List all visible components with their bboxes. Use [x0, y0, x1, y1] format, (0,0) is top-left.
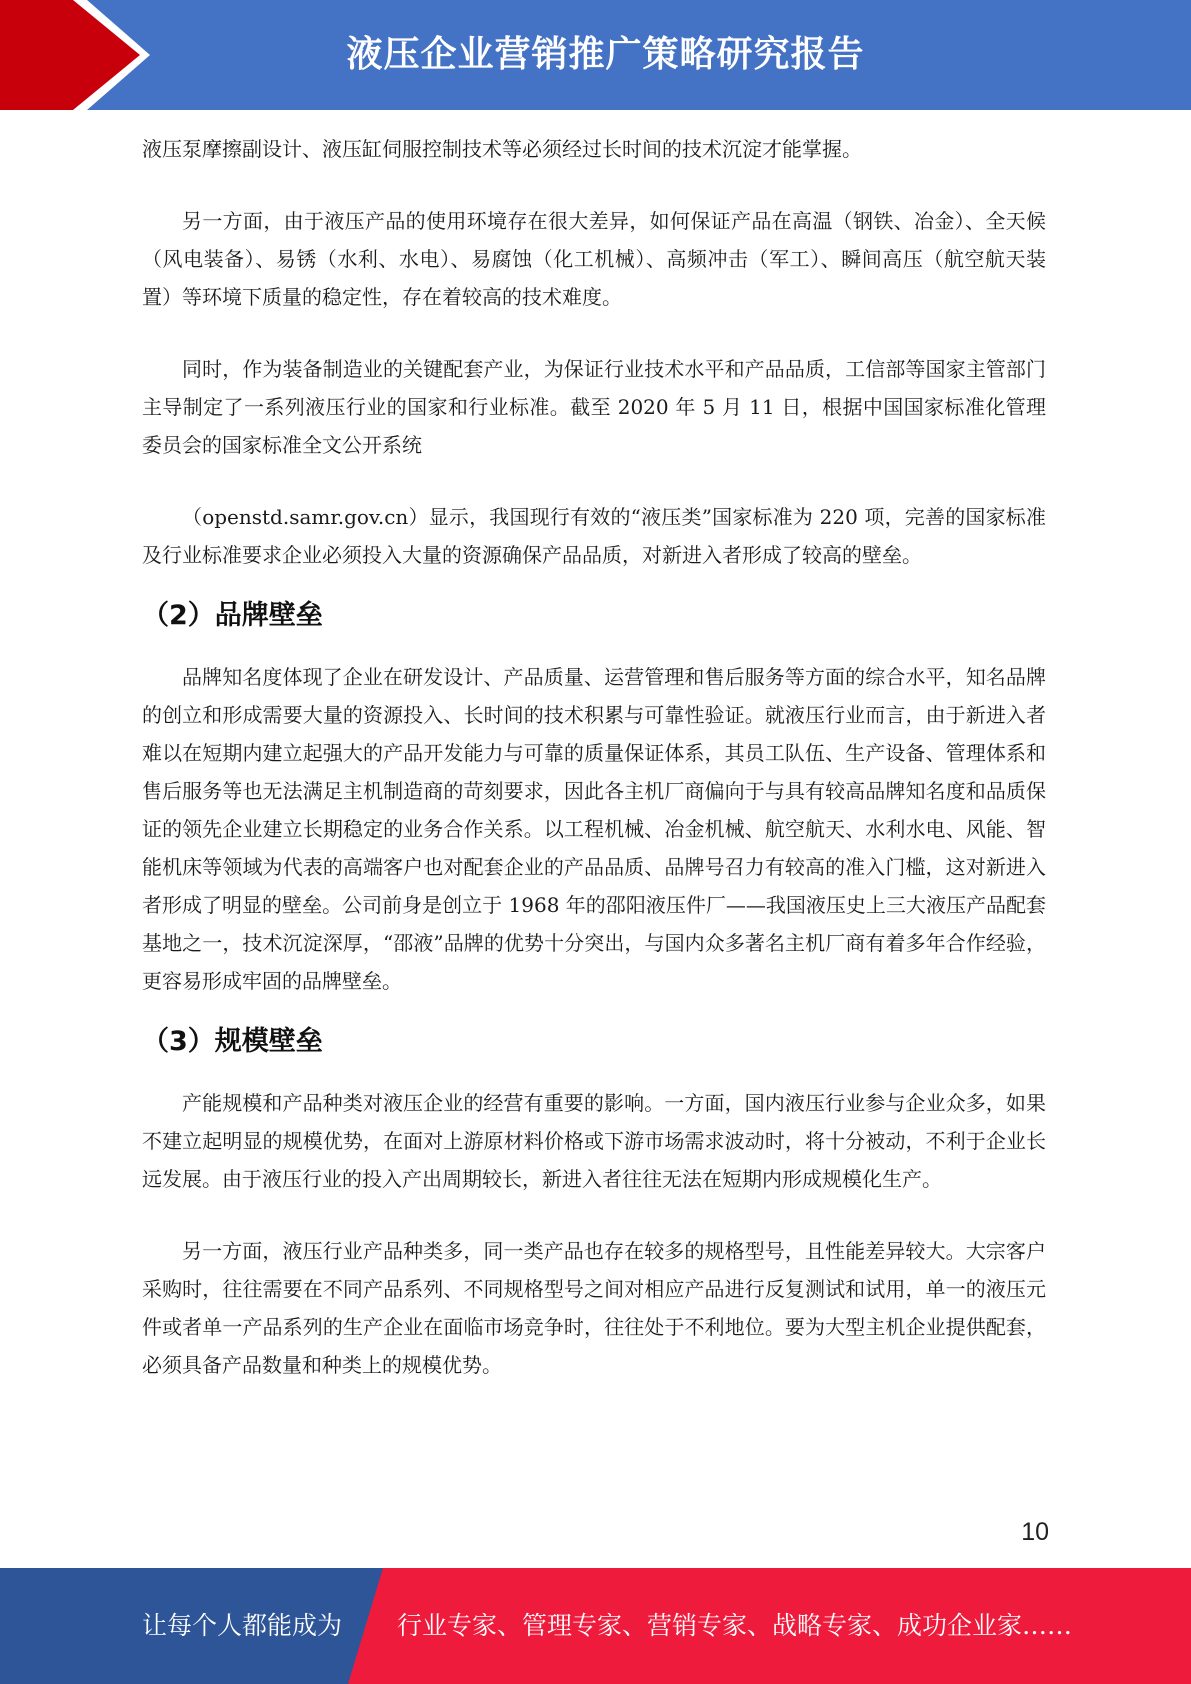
paragraph: 另一方面，由于液压产品的使用环境存在很大差异，如何保证产品在高温（钢铁、冶金）、全天候（风电装备）、易锈（水利、水电）、易腐蚀（化工机械）、高频冲击（军工）、瞬间高压（航空航天装置）等环境下质量的稳定性，存在着较高的技术难度。 — [142, 209, 1046, 309]
report-title: 液压企业营销推广策略研究报告 — [346, 34, 865, 75]
paragraph: 另一方面，液压行业产品种类多，同一类产品也存在较多的规格型号，且性能差异较大。大宗客户采购时，往往需要在不同产品系列、不同规格型号之间对相应产品进行反复测试和试用，单一的液压元件或者单一产品系列的生产企业在面临市场竞争时，往往处于不利地位。要为大型主机企业提供配套，必须具备产品数量和种类上的规模优势。 — [142, 1239, 1046, 1377]
paragraph: 品牌知名度体现了企业在研发设计、产品质量、运营管理和售后服务等方面的综合水平，知名品牌的创立和形成需要大量的资源投入、长时间的技术积累与可靠性验证。就液压行业而言，由于新进入者难以在短期内建立起强大的产品开发能力与可靠的质量保证体系，其员工队伍、生产设备、管理体系和售后服务等也无法满足主机制造商的苛刻要求，因此各主机厂商偏向于与具有较高品牌知名度和品质保证的领先企业建立长期稳定的业务合作关系。以工程机械、冶金机械、航空航天、水利水电、风能、智能机床等领域为代表的高端客户也对配套企业的产品品质、品牌号召力有较高的准入门槛，这对新进入者形成了明显的壁垒。公司前身是创立于 1968 年的邵阳液压件厂——我国液压史上三大液压产品配套基地之一，技术沉淀深厚，“邵液”品牌的优势十分突出，与国内众多著名主机厂商有着多年合作经验，更容易形成牢固的品牌壁垒。 — [142, 665, 1046, 993]
paragraph: （openstd.samr.gov.cn）显示，我国现行有效的“液压类”国家标准为 220 项，完善的国家标准及行业标准要求企业必须投入大量的资源确保产品品质，对新进入者形成了较高的壁垒。 — [142, 505, 1046, 567]
footer-slogan-left: 让每个人都能成为 — [142, 1611, 343, 1640]
section-heading-brand-barrier: （2）品牌壁垒 — [142, 600, 323, 631]
paragraph: 液压泵摩擦副设计、液压缸伺服控制技术等必须经过长时间的技术沉淀才能掌握。 — [142, 137, 862, 161]
paragraph: 同时，作为装备制造业的关键配套产业，为保证行业技术水平和产品品质，工信部等国家主管部门主导制定了一系列液压行业的国家和行业标准。截至 2020 年 5 月 11 日，根据中国国家标准化管理委员会的国家标准全文公开系统 — [142, 357, 1046, 457]
page-number: 10 — [1021, 1518, 1049, 1546]
page-header — [0, 0, 1191, 110]
footer-slogan-right: 行业专家、管理专家、营销专家、战略专家、成功企业家…… — [397, 1611, 1073, 1640]
page-footer — [0, 1568, 1191, 1684]
page-body — [142, 130, 1046, 1384]
section-heading-scale-barrier: （3）规模壁垒 — [142, 1026, 323, 1057]
paragraph: 产能规模和产品种类对液压企业的经营有重要的影响。一方面，国内液压行业参与企业众多，如果不建立起明显的规模优势，在面对上游原材料价格或下游市场需求波动时，将十分被动，不利于企业长远发展。由于液压行业的投入产出周期较长，新进入者往往无法在短期内形成规模化生产。 — [142, 1091, 1046, 1191]
